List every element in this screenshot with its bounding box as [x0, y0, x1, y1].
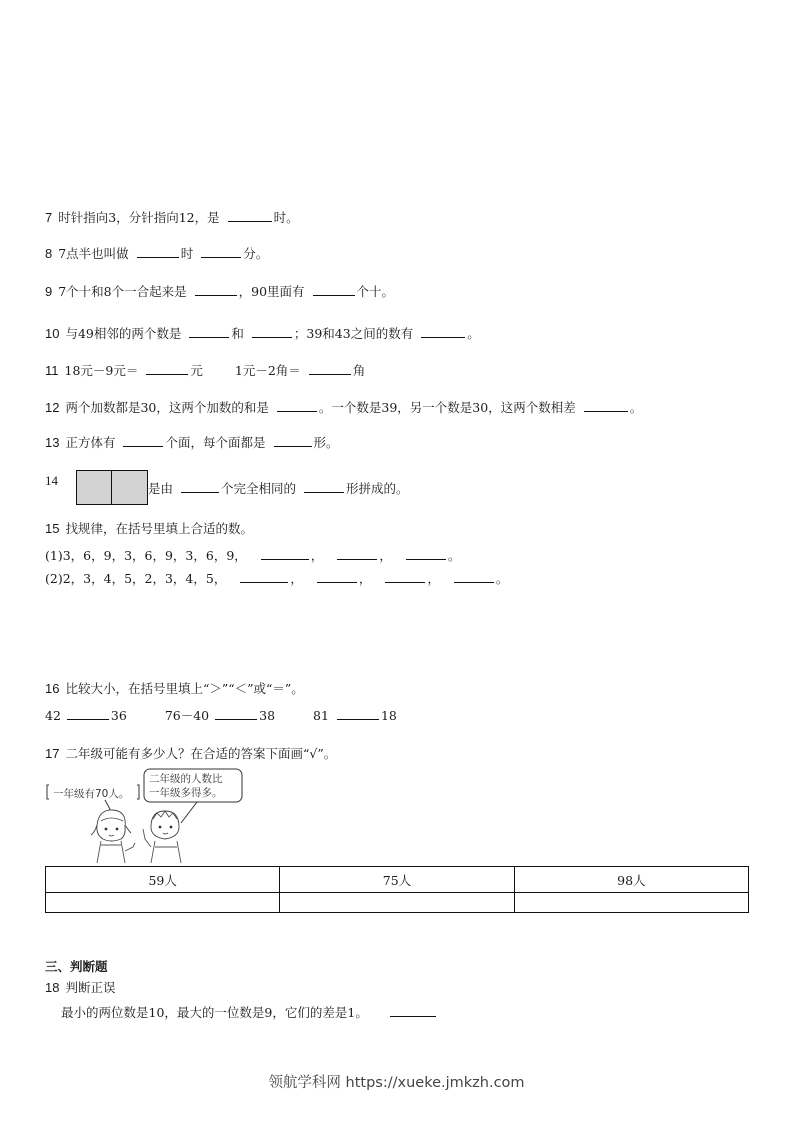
answer-blank[interactable] — [137, 244, 179, 258]
question-number: 18 — [45, 980, 60, 995]
separator: ， — [290, 571, 303, 586]
question-15-sub-2 — [45, 569, 508, 587]
compare-right: 38 — [259, 708, 276, 723]
option-59: 59人 — [46, 867, 280, 893]
question-11 — [45, 361, 365, 379]
mark-row — [46, 893, 749, 913]
answer-options-table — [45, 866, 749, 913]
question-text: 形拼成的。 — [346, 481, 409, 496]
question-text: 形。 — [313, 435, 339, 450]
answer-blank[interactable] — [584, 398, 628, 412]
question-13 — [45, 433, 339, 451]
options-row — [46, 867, 749, 893]
answer-blank[interactable] — [146, 361, 188, 375]
question-17 — [45, 746, 336, 762]
question-text: 找规律，在括号里填上合适的数。 — [65, 521, 253, 536]
question-number: 12 — [45, 400, 60, 415]
question-text: 。 — [629, 400, 643, 415]
question-text: 时针指向3，分针指向12，是 — [58, 210, 220, 225]
question-text: 角 — [352, 363, 366, 378]
separator: ， — [427, 571, 440, 586]
question-14 — [45, 470, 409, 505]
answer-blank[interactable] — [252, 324, 292, 338]
question-text: 是由 — [148, 481, 174, 496]
statement-text: 最小的两位数是10，最大的一位数是9，它们的差是1。 — [61, 1005, 368, 1020]
answer-blank[interactable] — [201, 244, 241, 258]
question-18 — [45, 980, 115, 996]
question-number: 7 — [45, 210, 53, 225]
separator: 。 — [447, 548, 461, 563]
question-8 — [45, 244, 268, 262]
question-text: 。 — [467, 326, 480, 341]
question-number: 10 — [45, 326, 60, 341]
question-text: 判断正误 — [65, 980, 116, 995]
answer-blank[interactable] — [189, 324, 229, 338]
question-number: 13 — [45, 435, 60, 450]
children-drawing-icon — [45, 767, 250, 865]
question-15 — [45, 521, 253, 537]
answer-blank[interactable] — [337, 706, 379, 720]
children-illustration — [45, 767, 250, 865]
answer-blank[interactable] — [390, 1003, 436, 1017]
question-text: 18元－9元＝ — [64, 363, 139, 378]
question-15-sub-1 — [45, 546, 460, 564]
question-text: 7个十和8个一合起来是 — [58, 284, 187, 299]
answer-blank[interactable] — [195, 282, 237, 296]
answer-blank[interactable] — [240, 569, 288, 583]
answer-blank[interactable] — [123, 433, 163, 447]
question-text: 个面，每个面都是 — [165, 435, 266, 450]
compare-right: 36 — [110, 708, 127, 723]
question-number: 15 — [45, 521, 60, 536]
question-text: ；39和43之间的数有 — [293, 326, 414, 341]
answer-blank[interactable] — [277, 398, 317, 412]
question-text: 时 — [180, 246, 194, 261]
two-squares-figure — [76, 470, 148, 505]
svg-text:一年级多得多。: 一年级多得多。 — [149, 787, 223, 799]
compare-right: 18 — [380, 708, 397, 723]
mark-cell-75[interactable] — [280, 893, 514, 913]
question-16 — [45, 681, 304, 697]
answer-blank[interactable] — [313, 282, 355, 296]
compare-left: 76－40 — [164, 708, 210, 723]
question-text: 个十。 — [356, 284, 395, 299]
answer-blank[interactable] — [337, 546, 377, 560]
option-98: 98人 — [514, 867, 748, 893]
question-18-statement — [61, 1003, 438, 1021]
mark-cell-98[interactable] — [514, 893, 748, 913]
question-text: ，90里面有 — [238, 284, 305, 299]
question-number: 11 — [45, 363, 59, 378]
question-12 — [45, 398, 642, 416]
question-text: 与49相邻的两个数是 — [65, 326, 182, 341]
question-number: 16 — [45, 681, 60, 696]
question-number: 8 — [45, 246, 53, 261]
answer-blank[interactable] — [228, 208, 272, 222]
answer-blank[interactable] — [215, 706, 257, 720]
number-sequence: (1)3，6，9，3，6，9，3，6，9， — [45, 548, 247, 563]
question-text: 正方体有 — [65, 435, 116, 450]
question-10 — [45, 324, 480, 342]
question-text: 和 — [231, 326, 244, 341]
answer-blank[interactable] — [261, 546, 309, 560]
figure-divider — [111, 471, 112, 504]
section-title: 三、判断题 — [45, 959, 108, 974]
question-text: 7点半也叫做 — [58, 246, 129, 261]
question-16-comparisons — [45, 706, 397, 724]
separator: ， — [379, 548, 392, 563]
answer-blank[interactable] — [406, 546, 446, 560]
answer-blank[interactable] — [385, 569, 425, 583]
question-text: 二年级可能有多少人？在合适的答案下面画“√”。 — [65, 746, 337, 761]
question-text: 个完全相同的 — [221, 481, 297, 496]
separator: ， — [358, 571, 372, 586]
mark-cell-59[interactable] — [46, 893, 280, 913]
question-number: 17 — [45, 746, 60, 761]
question-7 — [45, 208, 299, 226]
question-9 — [45, 282, 394, 300]
option-75: 75人 — [280, 867, 514, 893]
separator: ， — [310, 548, 324, 563]
svg-text:一年级有70人。: 一年级有70人。 — [53, 788, 130, 800]
section-3-heading — [45, 959, 108, 975]
question-text: 分。 — [243, 246, 269, 261]
answer-blank[interactable] — [317, 569, 357, 583]
svg-text:二年级的人数比: 二年级的人数比 — [149, 773, 223, 785]
question-number: 9 — [45, 284, 53, 299]
number-sequence: (2)2，3，4，5，2，3，4，5， — [45, 571, 227, 586]
question-text: 比较大小，在括号里填上“＞”“＜”或“＝”。 — [65, 681, 304, 696]
question-text: 时。 — [273, 210, 299, 225]
compare-left: 81 — [313, 708, 329, 723]
question-number: 14 — [45, 473, 58, 488]
answer-blank[interactable] — [274, 433, 312, 447]
question-text: 元 — [190, 363, 203, 378]
question-text: 。一个数是39，另一个数是30，这两个数相差 — [318, 400, 576, 415]
answer-blank[interactable] — [421, 324, 465, 338]
question-text: 两个加数都是30，这两个加数的和是 — [65, 400, 269, 415]
answer-blank[interactable] — [304, 479, 344, 493]
answer-blank[interactable] — [309, 361, 351, 375]
footer-watermark: 领航学科网 https://xueke.jmkzh.com — [268, 1075, 525, 1091]
compare-left: 42 — [45, 708, 61, 723]
question-text: 1元－2角＝ — [234, 363, 301, 378]
answer-blank[interactable] — [67, 706, 109, 720]
answer-blank[interactable] — [181, 479, 219, 493]
separator: 。 — [495, 571, 509, 586]
answer-blank[interactable] — [454, 569, 494, 583]
